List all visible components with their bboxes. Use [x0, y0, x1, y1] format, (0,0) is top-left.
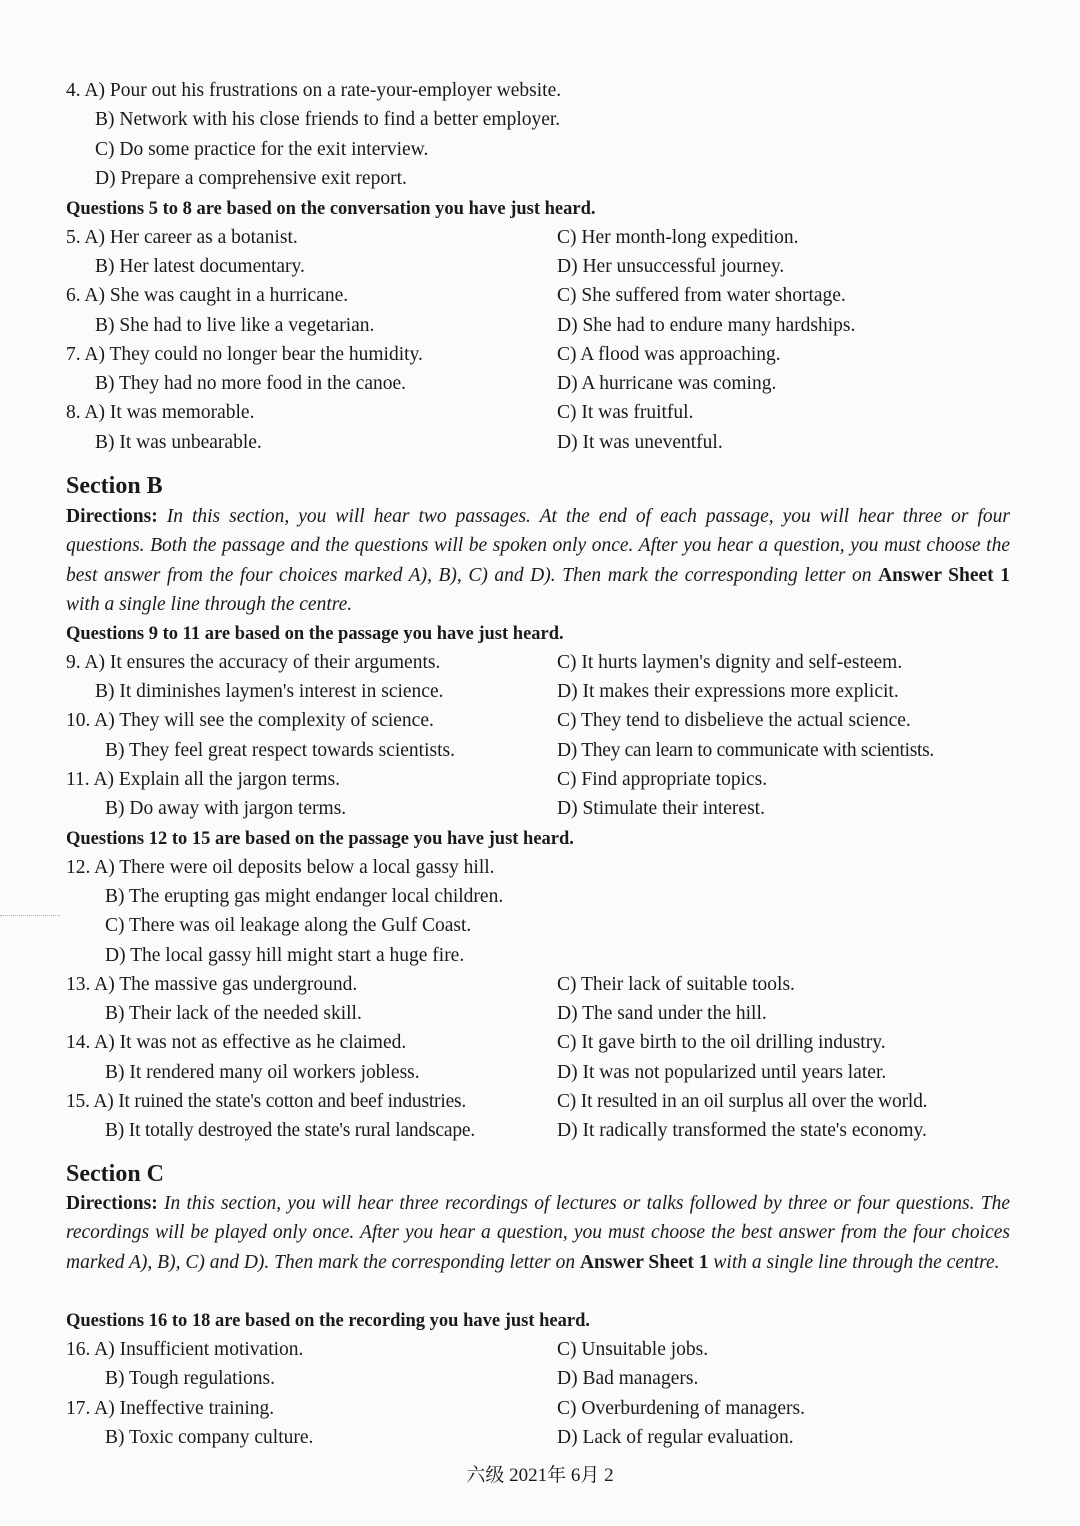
q13-option-a: 13. A) The massive gas underground. [66, 974, 358, 995]
q8-option-a: 8. A) It was memorable. [66, 402, 255, 423]
q4-option-a: 4. A) Pour out his frustrations on a rate-your-employer website. [66, 80, 562, 101]
q13-option-d: D) The sand under the hill. [557, 1003, 767, 1024]
section-b-title: Section B [66, 473, 163, 499]
q7-option-c: C) A flood was approaching. [557, 344, 781, 365]
q16-option-c: C) Unsuitable jobs. [557, 1339, 709, 1360]
q8-option-d: D) It was uneventful. [557, 432, 723, 453]
section-c-directions-text: In this section, you will hear three recordings of lectures or talks followed by three or four questions. The recordings will be played only once. After you hear a question, you must choose the best answer from the four choices marked A), B), C) and D). Then mark the corresponding letter on [66, 1193, 1010, 1273]
questions-5-8-heading: Questions 5 to 8 are based on the conversation you have just heard. [66, 199, 596, 219]
q5-option-c: C) Her month-long expedition. [557, 227, 799, 248]
q12-option-b: B) The erupting gas might endanger local children. [105, 886, 504, 907]
q17-option-a: 17. A) Ineffective training. [66, 1398, 275, 1419]
q6-option-b: B) She had to live like a vegetarian. [95, 315, 375, 336]
q11-option-a: 11. A) Explain all the jargon terms. [66, 769, 341, 790]
q14-option-d: D) It was not popularized until years later. [557, 1062, 887, 1083]
q17-option-d: D) Lack of regular evaluation. [557, 1427, 794, 1448]
q9-option-d: D) It makes their expressions more explicit. [557, 681, 899, 702]
scan-mark [0, 915, 60, 918]
q14-option-b: B) It rendered many oil workers jobless. [105, 1062, 420, 1083]
section-c-directions [66, 1189, 1010, 1277]
q10-option-d: D) They can learn to communicate with scientists. [557, 740, 934, 761]
q10-option-b: B) They feel great respect towards scientists. [105, 740, 455, 761]
questions-16-18-heading: Questions 16 to 18 are based on the recording you have just heard. [66, 1311, 591, 1331]
page-footer: 六级 2021年 6月 2 [466, 1465, 614, 1486]
q13-option-c: C) Their lack of suitable tools. [557, 974, 795, 995]
q5-option-a: 5. A) Her career as a botanist. [66, 227, 298, 248]
q5-option-d: D) Her unsuccessful journey. [557, 256, 785, 277]
q6-option-c: C) She suffered from water shortage. [557, 285, 846, 306]
q10-option-a: 10. A) They will see the complexity of science. [66, 710, 434, 731]
q11-option-b: B) Do away with jargon terms. [105, 798, 347, 819]
q7-option-b: B) They had no more food in the canoe. [95, 373, 407, 394]
q11-option-d: D) Stimulate their interest. [557, 798, 765, 819]
questions-12-15-heading: Questions 12 to 15 are based on the passage you have just heard. [66, 829, 574, 849]
section-b-directions-label: Directions: [66, 506, 158, 527]
q16-option-b: B) Tough regulations. [105, 1368, 275, 1389]
questions-9-11-heading: Questions 9 to 11 are based on the passage you have just heard. [66, 624, 564, 644]
section-b-directions-text-end: with a single line through the centre. [66, 594, 353, 616]
section-b-directions [66, 502, 1010, 620]
q14-option-c: C) It gave birth to the oil drilling industry. [557, 1032, 886, 1053]
q10-option-c: C) They tend to disbelieve the actual science. [557, 710, 911, 731]
q12-option-d: D) The local gassy hill might start a huge fire. [105, 945, 465, 966]
q12-option-c: C) There was oil leakage along the Gulf Coast. [105, 915, 472, 936]
q6-option-d: D) She had to endure many hardships. [557, 315, 856, 336]
q14-option-a: 14. A) It was not as effective as he claimed. [66, 1032, 407, 1053]
q4-option-c: C) Do some practice for the exit interview. [95, 139, 429, 160]
q15-option-d: D) It radically transformed the state's economy. [557, 1120, 927, 1141]
q9-option-a: 9. A) It ensures the accuracy of their arguments. [66, 652, 441, 673]
q17-option-c: C) Overburdening of managers. [557, 1398, 806, 1419]
q15-option-b: B) It totally destroyed the state's rural landscape. [105, 1120, 475, 1141]
section-b-directions-text: In this section, you will hear two passages. At the end of each passage, you will hear three or four questions. Both the passage and the questions will be spoken only once. After you hear a question, you must choose the best answer from the four choices marked A), B), C) and D). Then mark the corresponding letter on [66, 506, 1011, 586]
section-b-answer-sheet: Answer Sheet 1 [878, 564, 1010, 586]
q11-option-c: C) Find appropriate topics. [557, 769, 768, 790]
section-c-answer-sheet: Answer Sheet 1 [579, 1251, 709, 1273]
q5-option-b: B) Her latest documentary. [95, 256, 305, 277]
q15-option-a: 15. A) It ruined the state's cotton and beef industries. [66, 1091, 467, 1112]
q4-option-d: D) Prepare a comprehensive exit report. [95, 168, 407, 189]
q17-option-b: B) Toxic company culture. [105, 1427, 314, 1448]
q9-option-c: C) It hurts laymen's dignity and self-esteem. [557, 652, 903, 673]
q7-option-a: 7. A) They could no longer bear the humidity. [66, 344, 423, 365]
q13-option-b: B) Their lack of the needed skill. [105, 1003, 362, 1024]
q4-option-b: B) Network with his close friends to find a better employer. [95, 109, 561, 130]
q6-option-a: 6. A) She was caught in a hurricane. [66, 285, 349, 306]
q8-option-c: C) It was fruitful. [557, 402, 694, 423]
section-c-directions-label: Directions: [66, 1193, 158, 1214]
q7-option-d: D) A hurricane was coming. [557, 373, 777, 394]
q8-option-b: B) It was unbearable. [95, 432, 262, 453]
q15-option-c: C) It resulted in an oil surplus all over the world. [557, 1091, 928, 1112]
q9-option-b: B) It diminishes laymen's interest in science. [95, 681, 444, 702]
q16-option-d: D) Bad managers. [557, 1368, 699, 1389]
section-c-title: Section C [66, 1161, 164, 1187]
q12-option-a: 12. A) There were oil deposits below a local gassy hill. [66, 857, 495, 878]
section-c-directions-text-end: with a single line through the centre. [713, 1251, 1000, 1273]
q16-option-a: 16. A) Insufficient motivation. [66, 1339, 304, 1360]
